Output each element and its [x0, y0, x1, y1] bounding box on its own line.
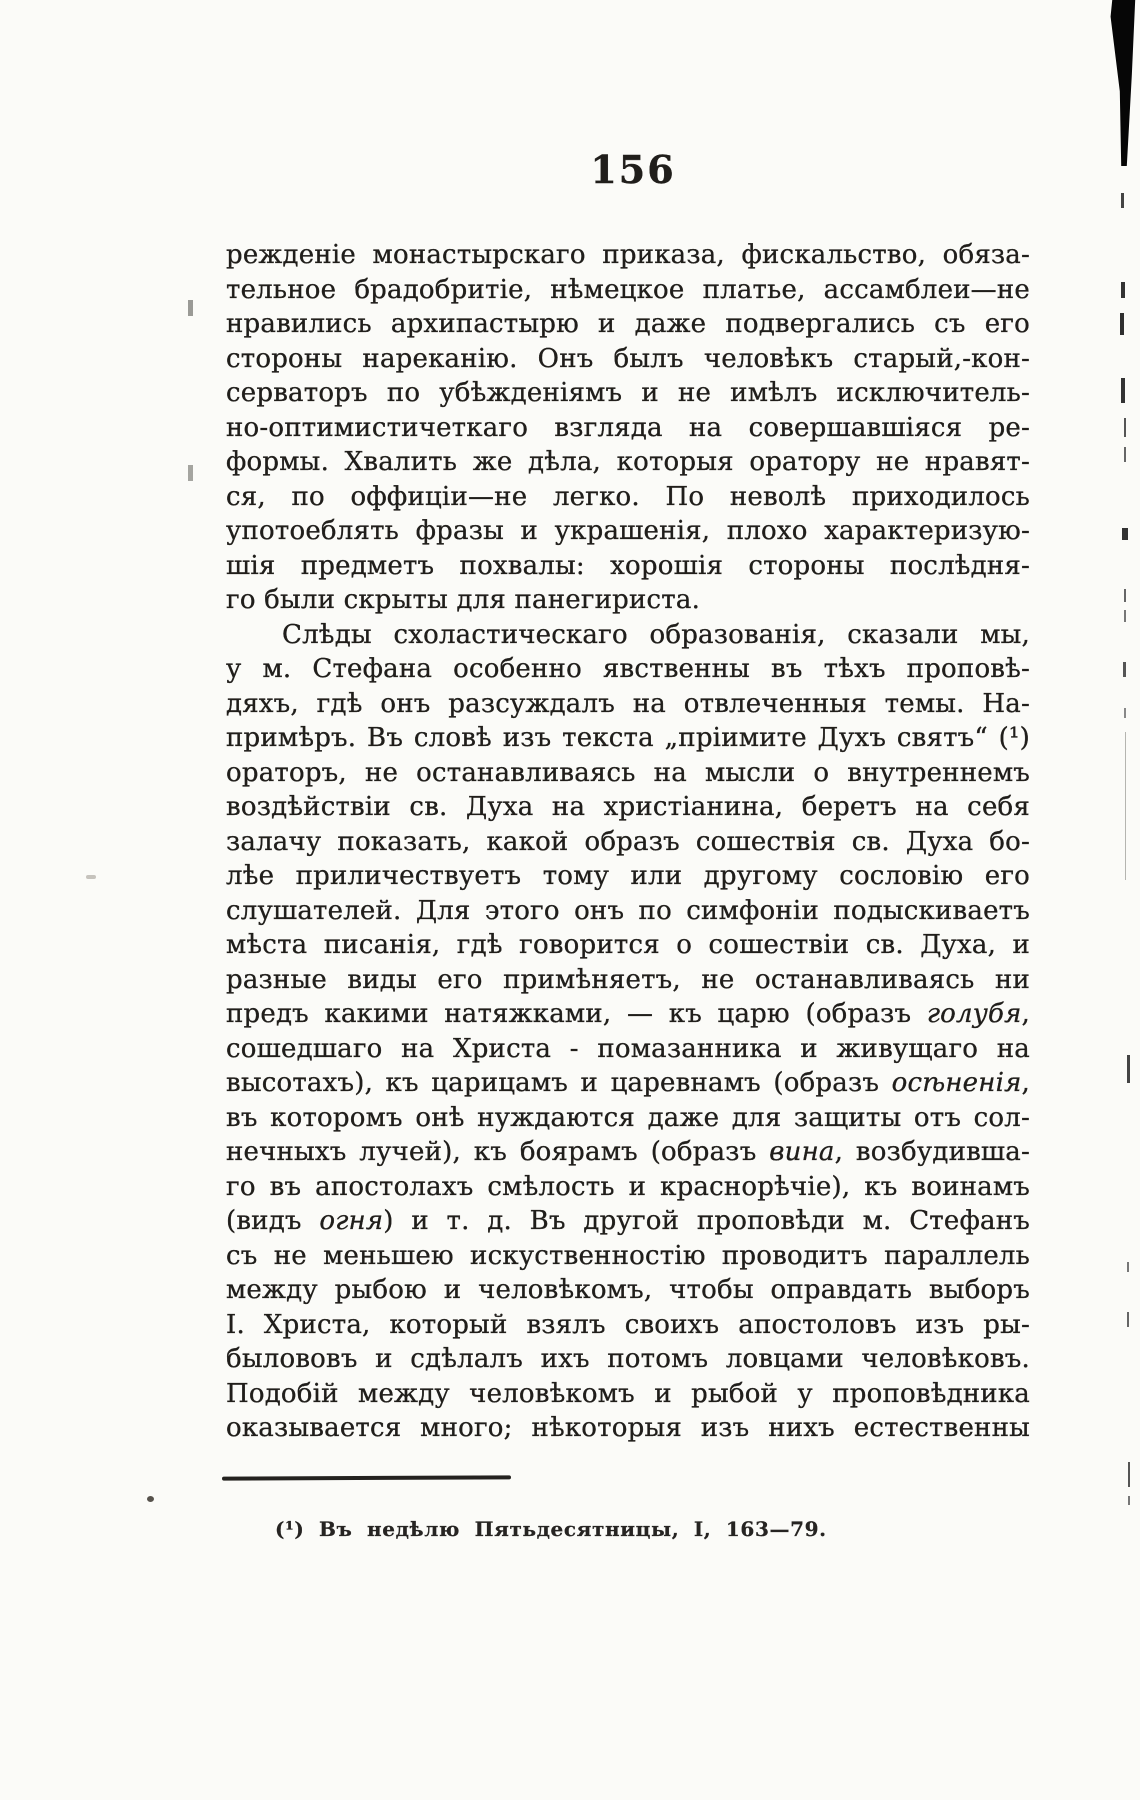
text-segment: употоеблять фразы и украшенія, плохо характеризую-	[226, 516, 1030, 546]
footnote-text: (¹) Въ недѣлю Пятьдесятницы, I, 163—79.	[275, 1517, 827, 1541]
text-segment: ) и т. д. Въ другой проповѣди м. Стефанъ	[383, 1206, 1030, 1236]
text-line	[226, 652, 1030, 687]
text-segment: ,	[1021, 999, 1030, 1029]
scan-mark	[1127, 1312, 1129, 1327]
scan-mark	[1127, 1055, 1130, 1083]
text-line	[226, 1308, 1030, 1343]
text-line	[226, 1204, 1030, 1239]
text-segment: го были скрыты для панегириста.	[226, 585, 701, 615]
text-line	[226, 859, 1030, 894]
text-line	[226, 825, 1030, 860]
text-segment: ся, по оффиціи—не легко. По неволѣ приходилось	[226, 481, 1030, 512]
scan-mark	[147, 1496, 154, 1502]
text-segment: высотахъ), къ царицамъ и царевнамъ (образъ	[226, 1068, 892, 1098]
text-line	[226, 411, 1030, 446]
text-line	[226, 1377, 1030, 1412]
text-segment: у м. Стефана особенно явственны въ тѣхъ проповѣ-	[226, 654, 1030, 684]
text-line	[226, 1101, 1030, 1136]
scan-mark	[86, 875, 96, 879]
text-line	[226, 963, 1030, 998]
scan-mark	[1128, 1462, 1130, 1487]
text-segment: предъ какими натяжками, — къ царю (образъ	[226, 999, 927, 1029]
text-segment: (видъ	[226, 1206, 320, 1236]
text-segment: но-оптимистичеткаго взгляда на совершавшіяся ре-	[226, 412, 1030, 443]
text-segment: Слѣды схоластическаго образованія, сказали мы,	[282, 619, 1030, 650]
text-line	[226, 894, 1030, 929]
text-segment: воздѣйствіи св. Духа на христіанина, беретъ на себя	[226, 792, 1030, 822]
scan-mark	[1121, 282, 1125, 298]
text-line	[226, 1135, 1030, 1170]
text-line	[226, 997, 1030, 1032]
scan-mark	[1125, 732, 1126, 880]
scan-mark	[1121, 193, 1124, 208]
text-segment: въ которомъ онѣ нуждаются даже для защиты отъ сол-	[226, 1102, 1030, 1133]
text-segment: дяхъ, гдѣ онъ разсуждалъ на отвлеченныя темы. На-	[226, 688, 1030, 719]
scan-mark	[1127, 1262, 1129, 1272]
text-line	[226, 583, 1030, 618]
text-segment: былововъ и сдѣлалъ ихъ потомъ ловцами человѣковъ.	[226, 1344, 1030, 1374]
scan-mark	[1124, 447, 1126, 462]
text-line	[226, 928, 1030, 963]
scan-mark	[1128, 1496, 1130, 1505]
text-segment: нечныхъ лучей), къ боярамъ (образъ	[226, 1137, 770, 1167]
text-line	[226, 1066, 1030, 1101]
text-line	[226, 1032, 1030, 1067]
body-text	[226, 238, 1030, 1446]
text-line	[226, 790, 1030, 825]
text-segment: І. Христа, который взялъ своихъ апостоловъ изъ ры-	[226, 1309, 1030, 1340]
text-segment: слушателей. Для этого онъ по симфоніи подыскиваетъ	[226, 895, 1030, 926]
text-segment: Подобій между человѣкомъ и рыбой у проповѣдника	[226, 1378, 1030, 1409]
text-segment: мѣста писанія, гдѣ говорится о сошествіи св. Духа, и	[226, 930, 1030, 960]
text-line	[226, 756, 1030, 791]
text-line	[226, 514, 1030, 549]
text-segment: оказывается много; нѣкоторыя изъ нихъ естественны	[226, 1413, 1030, 1443]
text-segment: лѣе приличествуетъ тому или другому сословію его	[226, 861, 1030, 891]
scan-mark	[1120, 313, 1124, 335]
text-line	[226, 445, 1030, 480]
scan-mark	[1122, 528, 1128, 540]
scan-mark	[188, 465, 193, 481]
text-line	[226, 342, 1030, 377]
scan-mark	[1123, 662, 1126, 677]
text-line	[226, 687, 1030, 722]
text-segment: режденіе монастырскаго приказа, фискальство, обяза-	[226, 240, 1030, 270]
scan-mark	[1121, 378, 1125, 403]
text-segment: съ не меньшею искуственностію проводитъ параллель	[226, 1240, 1030, 1271]
text-segment: сошедшаго на Христа - помазанника и живущаго на	[226, 1033, 1030, 1064]
text-line	[226, 273, 1030, 308]
text-line	[226, 376, 1030, 411]
text-segment: тельное брадобритіе, нѣмецкое платье, ассамблеи—не	[226, 274, 1030, 305]
italic-word: осѣненія	[891, 1068, 1022, 1098]
text-segment: го въ апостолахъ смѣлость и краснорѣчіе), къ воинамъ	[226, 1171, 1030, 1202]
text-segment: серваторъ по убѣжденіямъ и не имѣлъ исключитель-	[226, 378, 1030, 408]
text-segment: залачу показать, какой образъ сошествія св. Духа бо-	[226, 826, 1030, 857]
scan-mark	[1124, 589, 1126, 602]
scan-mark	[1124, 418, 1126, 437]
text-line	[226, 307, 1030, 342]
text-line	[226, 1273, 1030, 1308]
scan-mark	[188, 300, 193, 316]
text-segment: ораторъ, не останавливаясь на мысли о внутреннемъ	[226, 757, 1030, 788]
text-segment: стороны нареканію. Онъ былъ человѣкъ старый,-кон-	[226, 343, 1030, 374]
text-segment: между рыбою и человѣкомъ, чтобы оправдать выборъ	[226, 1275, 1030, 1305]
text-line	[226, 618, 1030, 653]
footnote-rule	[222, 1475, 511, 1480]
text-line	[226, 1239, 1030, 1274]
scan-mark	[1124, 708, 1126, 718]
text-segment: примѣръ. Въ словѣ изъ текста „пріимите Духъ святъ“ (¹)	[226, 723, 1030, 753]
text-segment: ,	[1021, 1068, 1030, 1098]
scan-smudge	[1110, 0, 1138, 166]
text-line	[226, 1411, 1030, 1446]
text-segment: шія предметъ похвалы: хорошія стороны послѣдня-	[226, 550, 1030, 581]
text-segment: разные виды его примѣняетъ, не останавливаясь ни	[226, 964, 1030, 995]
page-number: 156	[590, 147, 676, 192]
scan-mark	[1124, 610, 1126, 622]
italic-word: вина	[769, 1137, 835, 1167]
text-line	[226, 1170, 1030, 1205]
text-segment: нравились архипастырю и даже подвергались съ его	[226, 309, 1030, 339]
italic-word: огня	[319, 1206, 384, 1236]
text-line	[226, 549, 1030, 584]
text-segment: , возбудивша-	[834, 1137, 1030, 1167]
text-segment: формы. Хвалить же дѣла, которыя оратору не нравят-	[226, 447, 1030, 477]
text-line	[226, 1342, 1030, 1377]
text-line	[226, 721, 1030, 756]
italic-word: голубя	[926, 999, 1022, 1029]
text-line	[226, 238, 1030, 273]
text-line	[226, 480, 1030, 515]
